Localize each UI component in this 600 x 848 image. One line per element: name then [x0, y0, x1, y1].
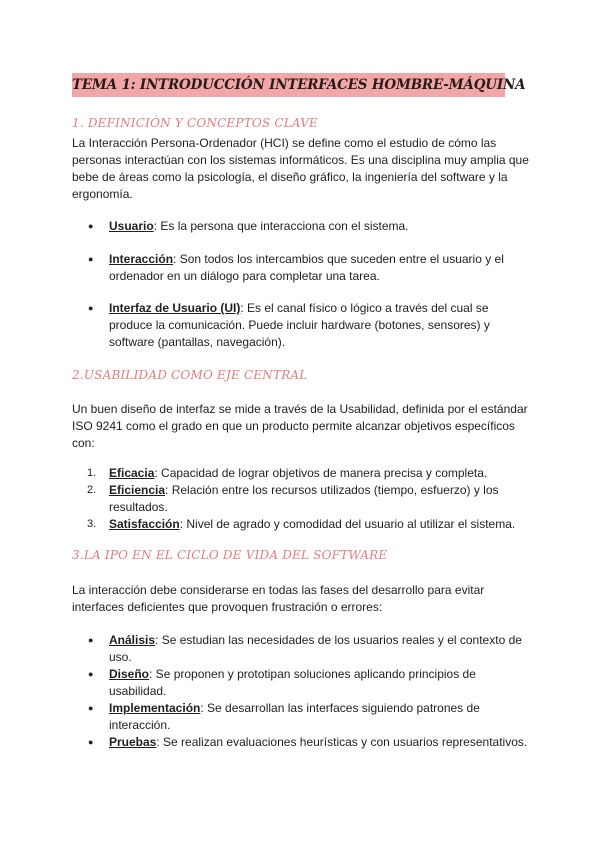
list-item-number: 3.	[87, 518, 97, 530]
list-item-term: Interfaz de Usuario (UI)	[109, 301, 241, 315]
list-item-text: : Se proponen y prototipan soluciones aplicando principios de usabilidad.	[109, 667, 476, 698]
list-item-text: : Son todos los intercambios que suceden entre el usuario y el ordenador en un diálogo para completar una tarea.	[109, 252, 504, 283]
section-2-list	[72, 465, 532, 533]
list-item	[72, 516, 532, 533]
section-1-list	[72, 218, 532, 235]
list-item	[72, 251, 532, 285]
list-item	[72, 300, 532, 351]
list-item	[72, 465, 532, 482]
list-item-text: : Se realizan evaluaciones heurísticas y con usuarios representativos.	[156, 735, 528, 749]
list-item	[72, 666, 532, 700]
section-1-list	[72, 300, 532, 351]
page-title: TEMA 1: INTRODUCCIÓN INTERFACES HOMBRE-MÁQUINA	[72, 73, 505, 97]
list-item	[72, 700, 532, 734]
list-item-term: Eficacia	[109, 466, 155, 480]
section-1-intro: La Interacción Persona-Ordenador (HCI) se define como el estudio de cómo las personas interactúan con los sistemas informáticos. Es una disciplina muy amplia que bebe de áreas como la psicología, el diseño gráfico, la ingeniería del software y la ergonomía.	[72, 136, 529, 201]
list-item-text: : Se desarrollan las interfaces siguiendo patrones de interacción.	[109, 701, 480, 732]
list-item	[72, 218, 532, 235]
list-item	[72, 734, 532, 751]
list-item-text: : Relación entre los recursos utilizados (tiempo, esfuerzo) y los resultados.	[109, 483, 499, 514]
section-3-list	[72, 632, 532, 751]
list-item-text: : Nivel de agrado y comodidad del usuario al utilizar el sistema.	[179, 517, 516, 531]
list-item-term: Satisfacción	[109, 517, 180, 531]
section-1-list	[72, 251, 532, 285]
list-item-number: 1.	[87, 467, 97, 479]
list-item-text: : Es la persona que interacciona con el sistema.	[153, 219, 409, 233]
section-3-intro: La interacción debe considerarse en todas las fases del desarrollo para evitar interfaces deficientes que provoquen frustración o errores:	[72, 583, 485, 614]
list-item-term: Usuario	[109, 219, 154, 233]
list-item-term: Implementación	[109, 701, 201, 715]
list-item-term: Interacción	[109, 252, 174, 266]
section-2-intro: Un buen diseño de interfaz se mide a través de la Usabilidad, definida por el estándar ISO 9241 como el grado en que un producto permite alcanzar objetivos específicos con:	[72, 402, 528, 450]
list-item-text: : Capacidad de lograr objetivos de manera precisa y completa.	[154, 466, 488, 480]
list-item-term: Análisis	[109, 633, 156, 647]
section-3-heading: 3.LA IPO EN EL CICLO DE VIDA DEL SOFTWARE	[72, 548, 388, 562]
section-1-heading: 1. DEFINICIÓN Y CONCEPTOS CLAVE	[72, 116, 319, 130]
list-item-text: : Es el canal físico o lógico a través del cual se produce la comunicación. Puede incluir hardware (botones, sensores) y software (pantallas, navegación).	[109, 301, 490, 349]
list-item-term: Pruebas	[109, 735, 157, 749]
list-item	[72, 482, 532, 516]
list-item-text: : Se estudian las necesidades de los usuarios reales y el contexto de uso.	[109, 633, 522, 664]
list-item-term: Diseño	[109, 667, 150, 681]
list-item	[72, 632, 532, 666]
list-item-term: Eficiencia	[109, 483, 166, 497]
section-2-heading: 2.USABILIDAD COMO EJE CENTRAL	[72, 368, 308, 382]
list-item-number: 2.	[87, 484, 97, 496]
